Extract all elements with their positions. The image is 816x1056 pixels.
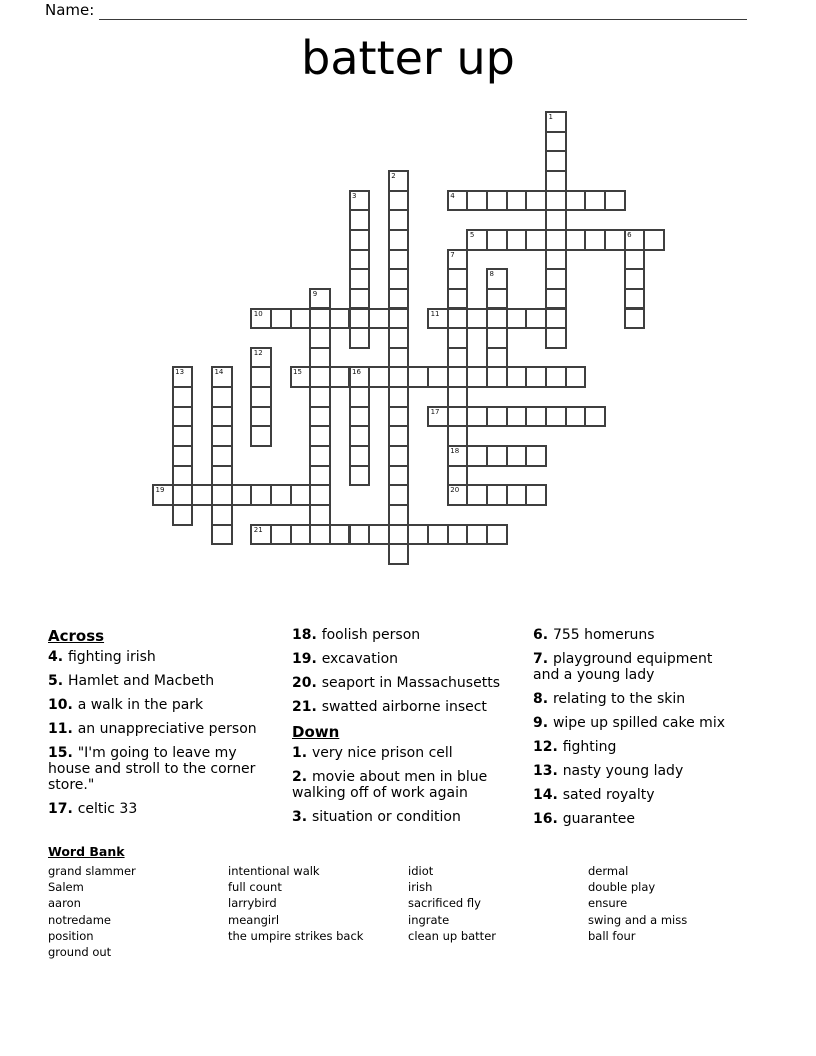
clue-number: 14.: [533, 787, 563, 804]
grid-cell[interactable]: [407, 366, 429, 388]
clue-text: fighting: [562, 738, 617, 755]
grid-cell[interactable]: [388, 386, 410, 408]
grid-cell[interactable]: [211, 504, 233, 526]
grid-cell[interactable]: [309, 406, 331, 428]
clue-item: [292, 628, 527, 644]
cell-number: 2: [391, 171, 396, 180]
grid-cell[interactable]: [447, 366, 469, 388]
word-bank-column: [48, 863, 223, 960]
cell-number: 1: [548, 113, 553, 121]
grid-cell[interactable]: [447, 406, 469, 428]
word-bank-item: swing and a miss: [588, 912, 688, 927]
grid-cell[interactable]: [624, 308, 646, 330]
grid-cell[interactable]: [211, 366, 233, 388]
grid-cell[interactable]: [349, 249, 371, 271]
grid-cell[interactable]: [388, 465, 410, 487]
word-bank-item: the umpire strikes back: [228, 928, 364, 943]
grid-cell[interactable]: [172, 386, 194, 408]
word-bank-item: idiot: [408, 864, 434, 878]
grid-cell[interactable]: [191, 484, 213, 506]
grid-cell[interactable]: [211, 445, 233, 467]
word-bank-item: intentional walk: [228, 864, 320, 878]
cell-number: 7: [450, 250, 455, 259]
word-bank-item: double play: [588, 880, 656, 895]
grid-cell[interactable]: [349, 209, 371, 231]
grid-cell[interactable]: [466, 445, 488, 467]
grid-cell[interactable]: [388, 268, 410, 290]
word-bank-column: [228, 863, 403, 944]
clue-item: [533, 652, 728, 683]
grid-cell[interactable]: [388, 347, 410, 369]
clue-item: [292, 652, 527, 668]
grid-cell[interactable]: [309, 288, 331, 310]
across-header: Across: [48, 627, 105, 645]
grid-cell[interactable]: [486, 366, 508, 388]
grid-cell[interactable]: [349, 288, 371, 310]
clue-text: playground equipment and a young lady: [533, 651, 713, 683]
grid-cell[interactable]: [447, 308, 469, 330]
grid-cell[interactable]: [349, 366, 371, 388]
grid-cell[interactable]: [309, 484, 331, 506]
clue-text: wipe up spilled cake mix: [552, 714, 725, 731]
grid-cell[interactable]: [309, 327, 331, 349]
grid-cell[interactable]: [447, 445, 469, 467]
grid-cell[interactable]: [525, 366, 547, 388]
cell-number: 21: [253, 525, 263, 534]
clue-text: an unappreciative person: [77, 721, 257, 738]
grid-cell[interactable]: [349, 406, 371, 428]
grid-cell[interactable]: [447, 524, 469, 546]
grid-cell[interactable]: [309, 366, 331, 388]
grid-cell[interactable]: [250, 406, 272, 428]
grid-cell[interactable]: [349, 465, 371, 487]
clue-item: [48, 722, 278, 738]
grid-cell[interactable]: [172, 406, 194, 428]
grid-cell[interactable]: [211, 484, 233, 506]
grid-cell[interactable]: [525, 445, 547, 467]
clue-number: 10.: [48, 697, 78, 714]
grid-cell[interactable]: [172, 445, 194, 467]
clue-item: [292, 770, 527, 801]
grid-cell[interactable]: [388, 327, 410, 349]
grid-cell[interactable]: [290, 308, 312, 330]
clue-item: [533, 628, 728, 644]
grid-cell[interactable]: [545, 288, 567, 310]
clue-number: 20.: [292, 675, 322, 692]
cell-number: 4: [450, 191, 455, 200]
grid-cell[interactable]: [211, 386, 233, 408]
grid-cell[interactable]: [486, 347, 508, 369]
grid-cell[interactable]: [545, 150, 567, 172]
clue-item: [292, 676, 527, 692]
grid-cell[interactable]: [427, 406, 449, 428]
clue-item: [48, 650, 278, 666]
word-bank-item: larrybird: [228, 896, 277, 911]
grid-cell[interactable]: [624, 268, 646, 290]
clue-text: Hamlet and Macbeth: [67, 673, 215, 690]
grid-cell[interactable]: [270, 308, 292, 330]
grid-cell[interactable]: [309, 504, 331, 526]
clues-column-left: [48, 628, 278, 826]
clue-number: 18.: [292, 627, 322, 643]
grid-cell[interactable]: [584, 406, 606, 428]
grid-cell[interactable]: [349, 445, 371, 467]
grid-cell[interactable]: [525, 229, 547, 251]
clue-number: 19.: [292, 651, 322, 668]
grid-cell[interactable]: [447, 327, 469, 349]
grid-cell[interactable]: [624, 229, 646, 251]
clue-number: 3.: [292, 809, 312, 826]
clue-item: [292, 746, 527, 762]
grid-cell[interactable]: [427, 524, 449, 546]
grid-cell[interactable]: [388, 229, 410, 251]
grid-cell[interactable]: [624, 249, 646, 271]
grid-cell[interactable]: [624, 288, 646, 310]
cell-number: 5: [469, 230, 475, 239]
across-clues-part2: [292, 628, 527, 716]
grid-cell[interactable]: [486, 484, 508, 506]
grid-cell[interactable]: [388, 209, 410, 231]
grid-cell[interactable]: [329, 524, 351, 546]
grid-cell[interactable]: [388, 308, 410, 330]
grid-cell[interactable]: [545, 366, 567, 388]
clue-item: [533, 740, 728, 756]
grid-cell[interactable]: [447, 190, 469, 212]
clue-text: movie about men in blue walking off of work again: [292, 769, 488, 802]
clue-number: 6.: [533, 627, 553, 643]
grid-cell[interactable]: [506, 366, 528, 388]
clue-text: a walk in the park: [77, 697, 204, 714]
clue-text: fighting irish: [67, 649, 156, 665]
grid-cell[interactable]: [466, 308, 488, 330]
grid-cell[interactable]: [447, 465, 469, 487]
grid-cell[interactable]: [447, 249, 469, 271]
clue-number: 1.: [292, 745, 312, 762]
clue-number: 8.: [533, 690, 553, 707]
down-clues-part2: [533, 628, 728, 828]
grid-cell[interactable]: [290, 524, 312, 546]
cell-number: 13: [175, 368, 185, 377]
grid-cell[interactable]: [486, 288, 508, 310]
grid-cell[interactable]: [447, 484, 469, 506]
clue-item: [533, 716, 728, 732]
across-clues-part1: [48, 650, 278, 817]
down-header: Down: [292, 723, 340, 742]
clue-number: 4.: [48, 649, 68, 665]
grid-cell[interactable]: [545, 170, 567, 192]
grid-cell[interactable]: [525, 190, 547, 212]
grid-cell[interactable]: [211, 524, 233, 546]
word-bank-columns: [48, 863, 788, 973]
crossword-grid: [152, 111, 664, 564]
grid-cell[interactable]: [172, 484, 194, 506]
cell-number: 12: [253, 348, 263, 357]
grid-cell[interactable]: [407, 524, 429, 546]
grid-cell[interactable]: [290, 484, 312, 506]
cell-number: 17: [430, 407, 440, 416]
clue-number: 11.: [48, 721, 78, 738]
grid-cell[interactable]: [525, 484, 547, 506]
grid-cell[interactable]: [466, 484, 488, 506]
word-bank-item: notredame: [48, 912, 112, 927]
grid-cell[interactable]: [250, 484, 272, 506]
grid-cell[interactable]: [506, 308, 528, 330]
grid-cell[interactable]: [447, 347, 469, 369]
grid-cell[interactable]: [466, 524, 488, 546]
grid-cell[interactable]: [388, 445, 410, 467]
clue-text: situation or condition: [311, 809, 461, 826]
word-bank-column: [588, 863, 763, 944]
word-bank-header: Word Bank: [48, 844, 125, 859]
clue-number: 16.: [533, 811, 563, 828]
grid-cell[interactable]: [604, 190, 626, 212]
word-bank-item: aaron: [48, 896, 81, 911]
grid-cell[interactable]: [309, 445, 331, 467]
clue-text: nasty young lady: [562, 763, 684, 780]
grid-cell[interactable]: [486, 406, 508, 428]
grid-cell[interactable]: [584, 190, 606, 212]
clue-text: guarantee: [562, 811, 635, 828]
grid-cell[interactable]: [545, 111, 567, 133]
grid-cell[interactable]: [388, 484, 410, 506]
word-bank-item: full count: [228, 880, 282, 895]
clue-number: 17.: [48, 800, 78, 817]
clue-text: swatted airborne insect: [321, 699, 487, 716]
clue-number: 7.: [533, 651, 553, 668]
grid-cell[interactable]: [250, 524, 272, 546]
grid-cell[interactable]: [486, 229, 508, 251]
clue-item: [533, 692, 728, 708]
grid-cell[interactable]: [211, 465, 233, 487]
grid-cell[interactable]: [486, 268, 508, 290]
cell-number: 8: [489, 270, 495, 279]
grid-cell[interactable]: [525, 308, 547, 330]
grid-cell[interactable]: [388, 425, 410, 447]
grid-cell[interactable]: [250, 425, 272, 447]
grid-cell[interactable]: [506, 190, 528, 212]
grid-cell[interactable]: [309, 425, 331, 447]
grid-cell[interactable]: [309, 524, 331, 546]
grid-cell[interactable]: [466, 366, 488, 388]
name-fill-line[interactable]: [99, 3, 747, 20]
cell-number: 18: [450, 447, 460, 456]
clue-text: 755 homeruns: [552, 627, 655, 643]
clues-column-right: [533, 628, 728, 836]
grid-cell[interactable]: [545, 327, 567, 349]
grid-cell[interactable]: [427, 366, 449, 388]
grid-cell[interactable]: [427, 308, 449, 330]
cell-number: 3: [352, 191, 357, 200]
word-bank: [48, 844, 788, 973]
grid-cell[interactable]: [545, 249, 567, 271]
grid-cell[interactable]: [545, 406, 567, 428]
grid-cell[interactable]: [368, 308, 390, 330]
grid-cell[interactable]: [211, 425, 233, 447]
grid-cell[interactable]: [388, 504, 410, 526]
grid-cell[interactable]: [466, 229, 488, 251]
grid-cell[interactable]: [506, 406, 528, 428]
word-bank-item: irish: [408, 880, 433, 895]
grid-cell[interactable]: [545, 190, 567, 212]
grid-cell[interactable]: [506, 445, 528, 467]
grid-cell[interactable]: [565, 229, 587, 251]
grid-cell[interactable]: [604, 229, 626, 251]
grid-cell[interactable]: [349, 386, 371, 408]
clue-item: [292, 810, 527, 826]
grid-cell[interactable]: [486, 327, 508, 349]
grid-cell[interactable]: [172, 425, 194, 447]
clue-text: foolish person: [321, 627, 421, 643]
cell-number: 15: [293, 368, 302, 377]
word-bank-item: ball four: [588, 928, 636, 943]
grid-cell[interactable]: [466, 190, 488, 212]
grid-cell[interactable]: [565, 190, 587, 212]
grid-cell[interactable]: [525, 406, 547, 428]
grid-cell[interactable]: [270, 484, 292, 506]
clue-text: very nice prison cell: [311, 745, 453, 762]
clue-number: 12.: [533, 738, 563, 755]
grid-cell[interactable]: [545, 229, 567, 251]
name-label: Name:: [45, 1, 95, 19]
down-clues-part1: [292, 746, 527, 825]
word-bank-item: Salem: [48, 880, 84, 895]
grid-cell[interactable]: [486, 524, 508, 546]
grid-cell[interactable]: [388, 170, 410, 192]
grid-cell[interactable]: [349, 190, 371, 212]
clue-number: 13.: [533, 763, 563, 780]
grid-cell[interactable]: [172, 366, 194, 388]
clue-item: [48, 674, 278, 690]
clue-text: celtic 33: [77, 800, 138, 817]
cell-number: 20: [450, 486, 460, 495]
clue-text: "I'm going to leave my house and stroll to the corner store.": [48, 745, 256, 793]
cell-number: 14: [214, 368, 224, 377]
clue-item: [533, 764, 728, 780]
grid-cell[interactable]: [349, 229, 371, 251]
grid-cell[interactable]: [388, 190, 410, 212]
clue-text: relating to the skin: [552, 690, 686, 707]
word-bank-item: dermal: [588, 864, 629, 878]
word-bank-item: sacrificed fly: [408, 896, 481, 911]
clue-text: sated royalty: [562, 787, 655, 804]
clue-number: 21.: [292, 699, 322, 716]
grid-cell[interactable]: [584, 229, 606, 251]
grid-cell[interactable]: [388, 249, 410, 271]
cell-number: 16: [352, 368, 361, 377]
clue-number: 2.: [292, 769, 312, 786]
clue-item: [48, 802, 278, 818]
grid-cell[interactable]: [486, 308, 508, 330]
page-title: batter up: [301, 31, 515, 85]
clue-text: seaport in Massachusetts: [321, 675, 500, 692]
clue-number: 15.: [48, 745, 78, 762]
clue-item: [533, 812, 728, 828]
grid-cell[interactable]: [250, 386, 272, 408]
grid-cell[interactable]: [290, 366, 312, 388]
word-bank-item: position: [48, 928, 94, 943]
clue-text: excavation: [321, 651, 399, 668]
clue-number: 5.: [48, 673, 68, 690]
grid-cell[interactable]: [368, 524, 390, 546]
grid-cell[interactable]: [349, 524, 371, 546]
grid-cell[interactable]: [447, 425, 469, 447]
grid-cell[interactable]: [545, 308, 567, 330]
cell-number: 6: [627, 230, 632, 239]
word-bank-item: ground out: [48, 945, 112, 960]
grid-cell[interactable]: [388, 288, 410, 310]
clues-column-middle: [292, 628, 527, 834]
grid-cell[interactable]: [466, 406, 488, 428]
cell-number: 19: [155, 486, 165, 495]
grid-cell[interactable]: [349, 308, 371, 330]
grid-cell[interactable]: [172, 504, 194, 526]
clue-item: [48, 746, 278, 793]
grid-cell[interactable]: [565, 366, 587, 388]
grid-cell[interactable]: [349, 327, 371, 349]
grid-cell[interactable]: [506, 484, 528, 506]
grid-cell[interactable]: [152, 484, 174, 506]
grid-cell[interactable]: [388, 366, 410, 388]
grid-cell[interactable]: [486, 445, 508, 467]
grid-cell[interactable]: [309, 308, 331, 330]
grid-cell[interactable]: [309, 386, 331, 408]
grid-cell[interactable]: [506, 229, 528, 251]
grid-cell[interactable]: [270, 524, 292, 546]
grid-cell[interactable]: [486, 190, 508, 212]
grid-cell[interactable]: [211, 406, 233, 428]
word-bank-item: grand slammer: [48, 864, 136, 878]
grid-cell[interactable]: [309, 347, 331, 369]
clue-item: [292, 700, 527, 716]
word-bank-item: clean up batter: [408, 928, 496, 943]
grid-cell[interactable]: [250, 366, 272, 388]
cell-number: 9: [312, 289, 318, 298]
grid-cell[interactable]: [643, 229, 665, 251]
grid-cell[interactable]: [545, 268, 567, 290]
clue-number: 9.: [533, 714, 553, 731]
grid-cell[interactable]: [388, 543, 410, 565]
clue-item: [533, 788, 728, 804]
grid-cell[interactable]: [250, 347, 272, 369]
grid-cell[interactable]: [368, 366, 390, 388]
grid-cell[interactable]: [349, 268, 371, 290]
cell-number: 11: [430, 309, 440, 318]
grid-cell[interactable]: [349, 425, 371, 447]
grid-cell[interactable]: [545, 131, 567, 153]
word-bank-item: meangirl: [228, 912, 280, 927]
word-bank-column: [408, 863, 583, 944]
grid-cell[interactable]: [447, 386, 469, 408]
grid-cell[interactable]: [447, 268, 469, 290]
grid-cell[interactable]: [545, 209, 567, 231]
grid-cell[interactable]: [388, 406, 410, 428]
grid-cell[interactable]: [172, 465, 194, 487]
word-bank-item: ingrate: [408, 912, 450, 927]
grid-cell[interactable]: [250, 308, 272, 330]
clue-item: [48, 698, 278, 714]
grid-cell[interactable]: [447, 288, 469, 310]
grid-cell[interactable]: [329, 308, 351, 330]
word-bank-item: ensure: [588, 896, 628, 911]
cell-number: 10: [253, 309, 263, 318]
grid-cell[interactable]: [388, 524, 410, 546]
grid-cell[interactable]: [309, 465, 331, 487]
grid-cell[interactable]: [329, 366, 351, 388]
grid-cell[interactable]: [565, 406, 587, 428]
grid-cell[interactable]: [231, 484, 253, 506]
